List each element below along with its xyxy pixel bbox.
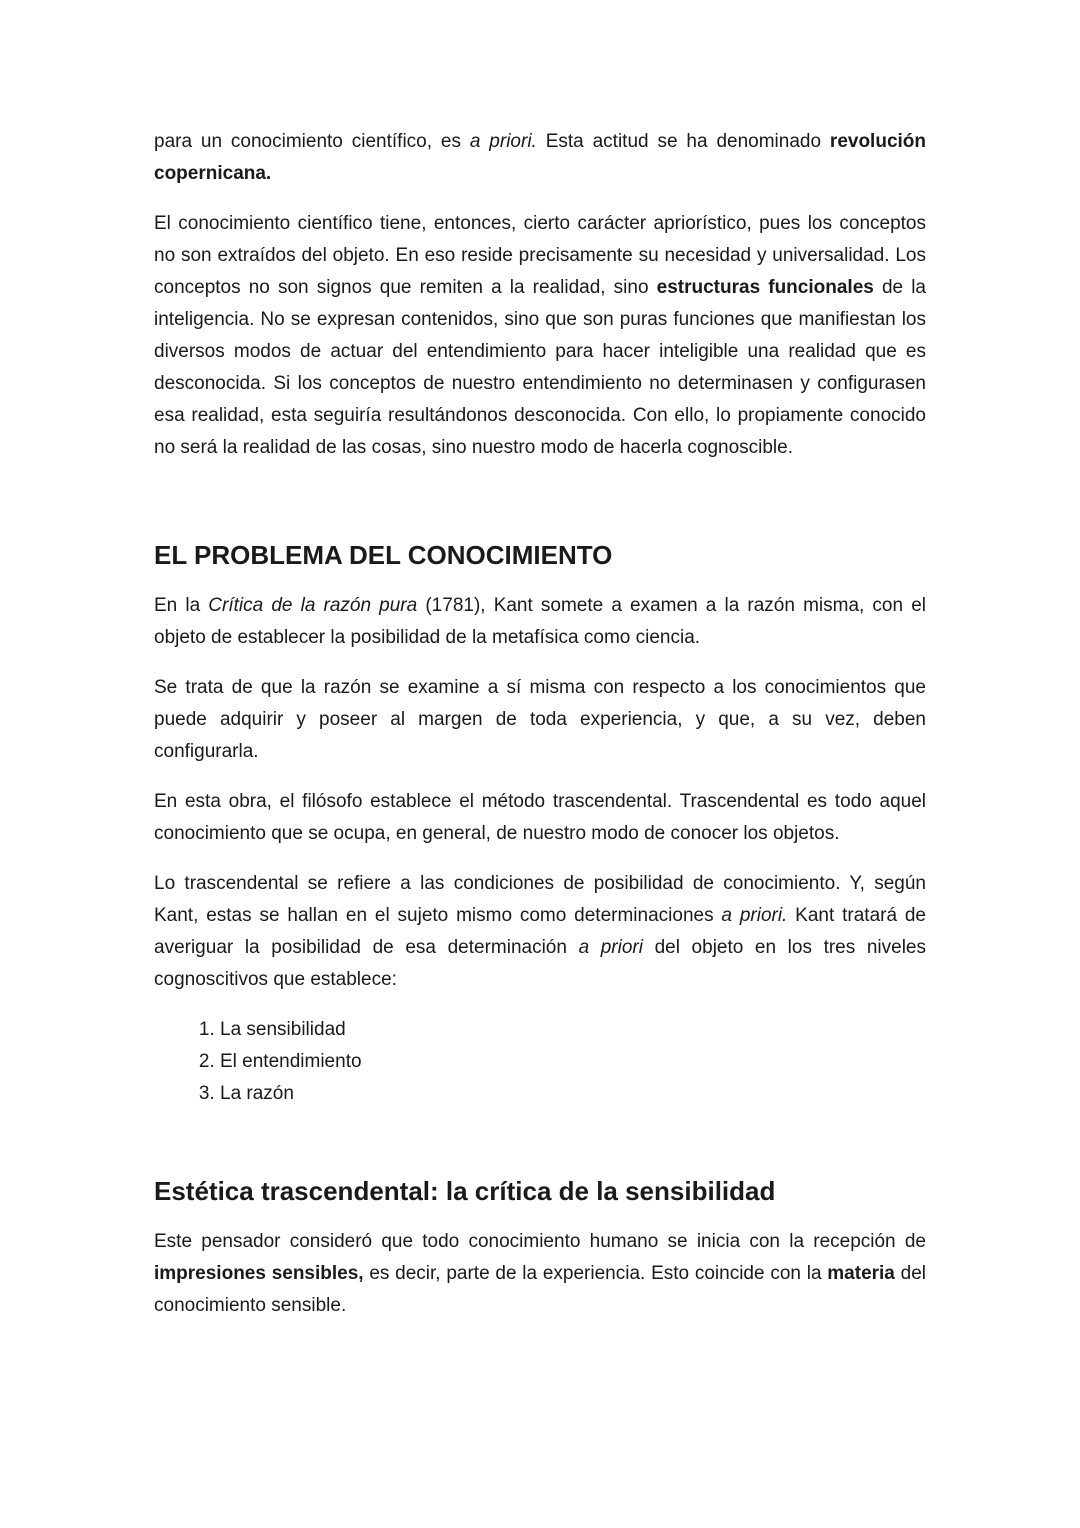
list-item: 2. El entendimiento <box>220 1046 926 1078</box>
term-materia: materia <box>827 1263 895 1284</box>
paragraph-conocimiento-cientifico: El conocimiento científico tiene, entonces, cierto carácter apriorístico, pues los conceptos no son extraídos del objeto. En eso reside precisamente su necesidad y universalidad. Los conceptos no son signos que remiten a la realidad, sino estructuras funcionales de la inteligencia. No se expresan contenidos, sino que son puras funciones que manifiestan los diversos modos de actuar del entendimiento para hacer inteligible una realidad que es desconocida. Si los conceptos de nuestro entendimiento no determinasen y configurasen esa realidad, esta seguiría resultándonos desconocida. Con ello, lo propiamente conocido no será la realidad de las cosas, sino nuestro modo de hacerla cognoscible. <box>154 213 926 458</box>
paragraph-lo-trascendental: Lo trascendental se refiere a las condiciones de posibilidad de conocimiento. Y, según Kant, estas se hallan en el sujeto mismo como determinaciones a priori. Kant tratará de averiguar la posibilidad de esa determinación a priori del objeto en los tres niveles cognoscitivos que establece: <box>154 873 927 990</box>
paragraph-metodo-trascendental: En esta obra, el filósofo establece el método trascendental. Trascendental es todo aquel conocimiento que se ocupa, en general, de nuestro modo de conocer los objetos. <box>154 791 926 844</box>
term-estructuras-funcionales: estructuras funcionales <box>656 277 874 298</box>
term-revolucion-copernicana: revolución copernicana. <box>154 131 926 184</box>
title-critica-razon-pura: Crítica de la razón pura <box>208 595 418 616</box>
emphasis-a-priori: a priori. <box>469 131 537 152</box>
list-item: 1. La sensibilidad <box>220 1014 926 1046</box>
paragraph-revolucion-copernicana: para un conocimiento científico, es a priori. Esta actitud se ha denominado revolución copernicana. <box>154 131 926 184</box>
paragraph-razon-examen: Se trata de que la razón se examine a sí misma con respecto a los conocimientos que puede adquirir y poseer al margen de toda experiencia, y que, a su vez, deben configurarla. <box>154 677 926 762</box>
paragraph-impresiones-sensibles: Este pensador consideró que todo conocimiento humano se inicia con la recepción de impresiones sensibles, es decir, parte de la experiencia. Esto coincide con la materia del conocimiento sensible. <box>154 1231 927 1316</box>
list-item: 3. La razón <box>220 1078 926 1110</box>
term-impresiones-sensibles: impresiones sensibles, <box>154 1263 364 1284</box>
heading-estetica-trascendental: Estética trascendental: la crítica de la sensibilidad <box>154 1176 776 1206</box>
emphasis-a-priori: a priori <box>578 937 643 958</box>
cognitive-levels-list <box>154 1014 926 1110</box>
document-page <box>154 126 926 1340</box>
paragraph-critica-razon-pura: En la Crítica de la razón pura (1781), Kant somete a examen a la razón misma, con el objeto de establecer la posibilidad de la metafísica como ciencia. <box>154 595 926 648</box>
emphasis-a-priori: a priori. <box>721 905 788 926</box>
heading-problema-conocimiento: EL PROBLEMA DEL CONOCIMIENTO <box>154 540 613 570</box>
